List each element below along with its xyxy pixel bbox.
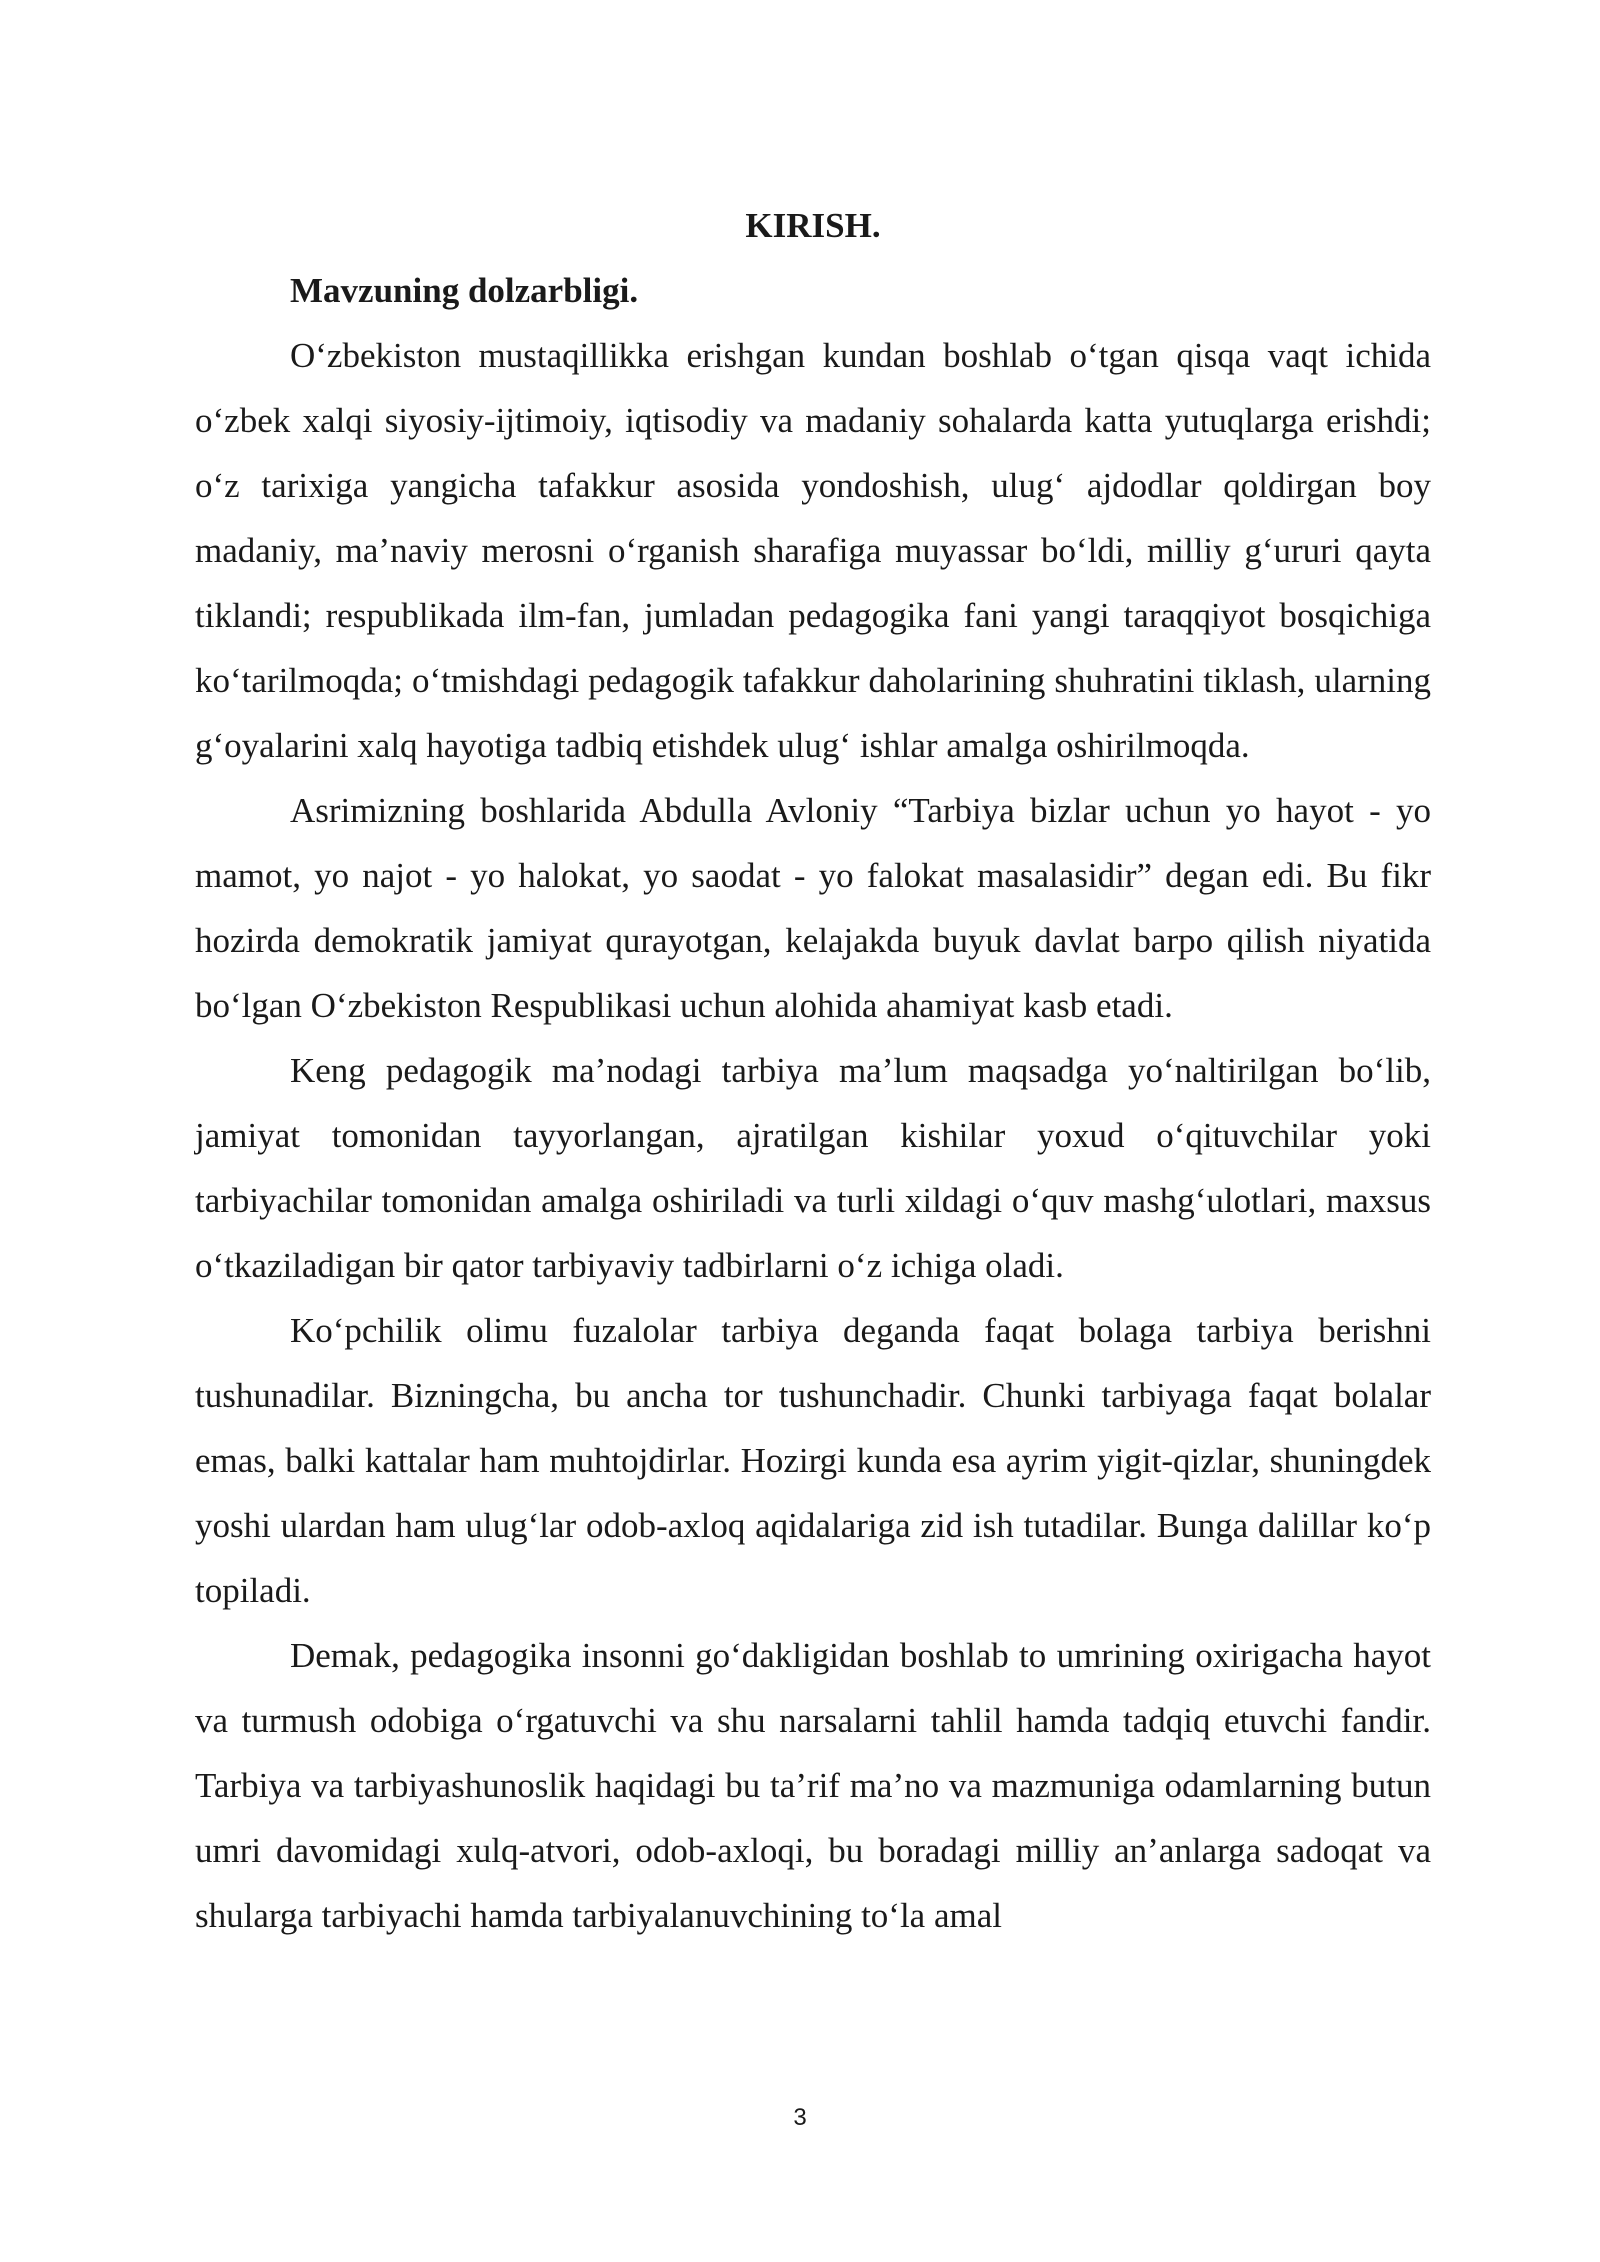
page-content [195,193,1431,1948]
paragraph-2: Asrimizning boshlarida Abdulla Avloniy “Tarbiya bizlar uchun yo hayot - yo mamot, yo najot - yo halokat, yo saodat - yo falokat masalasidir” degan edi. Bu fikr hozirda demokratik jamiyat qurayotgan, kelajakda buyuk davlat barpo qilish niyatida bo‘lgan O‘zbekiston Respublikasi uchun alohida ahamiyat kasb etadi. [195,791,1431,1025]
paragraph-5: Demak, pedagogika insonni go‘dakligidan boshlab to umrining oxirigacha hayot va turmush odobiga o‘rgatuvchi va shu narsalarni tahlil hamda tadqiq etuvchi fandir. Tarbiya va tarbiyashunoslik haqidagi bu ta’rif ma’no va mazmuniga odamlarning butun umri davomidagi xulq-atvori, odob-axloqi, bu boradagi milliy an’anlarga sadoqat va shularga tarbiyachi hamda tarbiyalanuvchining to‘la amal [195,1636,1431,1935]
paragraph-4: Ko‘pchilik olimu fuzalolar tarbiya deganda faqat bolaga tarbiya berishni tushunadilar. Bizningcha, bu ancha tor tushunchadir. Chunki tarbiyaga faqat bolalar emas, balki kattalar ham muhtojdirlar. Hozirgi kunda esa ayrim yigit-qizlar, shuningdek yoshi ulardan ham ulug‘lar odob-axloq aqidalariga zid ish tutadilar. Bunga dalillar ko‘p topiladi. [195,1311,1431,1610]
section-heading: KIRISH. [745,206,881,245]
paragraph-1: O‘zbekiston mustaqillikka erishgan kundan boshlab o‘tgan qisqa vaqt ichida o‘zbek xalqi siyosiy-ijtimoiy, iqtisodiy va madaniy sohalarda katta yutuqlarga erishdi; o‘z tarixiga yangicha tafakkur asosida yondoshish, ulug‘ ajdodlar qoldirgan boy madaniy, ma’naviy merosni o‘rganish sharafiga muyassar bo‘ldi, milliy g‘ururi qayta tiklandi; respublikada ilm-fan, jumladan pedagogika fani yangi taraqqiyot bosqichiga ko‘tarilmoqda; o‘tmishdagi pedagogik tafakkur daholarining shuhratini tiklash, ularning g‘oyalarini xalq hayotiga tadbiq etishdek ulug‘ ishlar amalga oshirilmoqda. [195,336,1431,765]
paragraph-3: Keng pedagogik ma’nodagi tarbiya ma’lum maqsadga yo‘naltirilgan bo‘lib, jamiyat tomonidan tayyorlangan, ajratilgan kishilar yoxud o‘qituvchilar yoki tarbiyachilar tomonidan amalga oshiriladi va turli xildagi o‘quv mashg‘ulotlari, maxsus o‘tkaziladigan bir qator tarbiyaviy tadbirlarni o‘z ichiga oladi. [195,1051,1431,1285]
page-number: 3 [793,2104,807,2131]
section-subheading: Mavzuning dolzarbligi. [290,271,639,310]
